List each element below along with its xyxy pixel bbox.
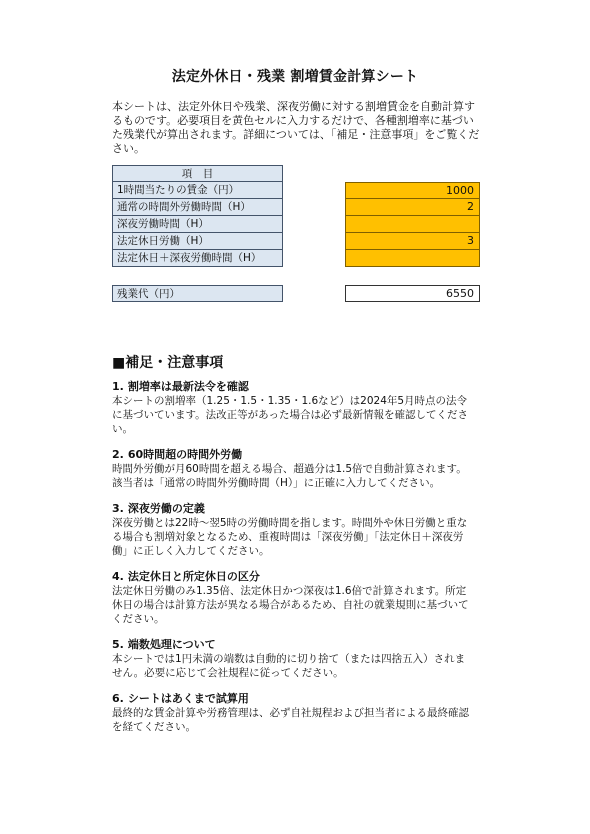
note-number: 2. (112, 448, 124, 461)
note-title-text: 深夜労働の定義 (127, 502, 205, 515)
note-body: 本シートの割増率（1.25・1.5・1.35・1.6など）は2024年5月時点の法令に基づいています。法改正等があった場合は必ず最新情報を確認してください。 (112, 395, 469, 435)
holiday-night-hours-input[interactable] (345, 250, 480, 267)
night-hours-input[interactable] (345, 216, 480, 233)
note-body: 法定休日労働のみ1.35倍、法定休日かつ深夜は1.6倍で計算されます。所定休日の場合は計算方法が異なる場合があるため、自社の就業規則に基づいてください。 (112, 585, 469, 625)
notes-heading: ■補足・注意事項 (112, 355, 224, 371)
table-header: 項 目 (112, 165, 283, 182)
page-title: 法定外休日・残業 割増賃金計算シート (171, 69, 419, 85)
intro-text: 本シートは、法定外休日や残業、深夜労働に対する割増賃金を自動計算するものです。必要項目を黄色セルに入力するだけで、各種割増率に基づいた残業代が算出されます。詳細については、「補足・注意事項」をご覧ください。 (112, 100, 480, 155)
label-hourly-wage: 1時間当たりの賃金（円） (112, 182, 283, 199)
note-title-text: 端数処理について (127, 638, 216, 651)
note-number: 4. (112, 570, 124, 583)
result-value: 6550 (345, 285, 480, 302)
note-title (112, 570, 472, 584)
note-item (112, 502, 472, 558)
input-label-column (112, 165, 283, 267)
holiday-hours-input[interactable]: 3 (345, 233, 480, 250)
label-overtime-hours: 通常の時間外労働時間（H） (112, 199, 283, 216)
note-item (112, 638, 472, 680)
note-number: 5. (112, 638, 124, 651)
hourly-wage-input[interactable]: 1000 (345, 182, 480, 199)
label-holiday-hours: 法定休日労働（H） (112, 233, 283, 250)
input-value-column (345, 182, 480, 267)
note-body: 時間外労働が月60時間を超える場合、超過分は1.5倍で自動計算されます。該当者は「通常の時間外労働時間（H）」に正確に入力してください。 (112, 463, 467, 489)
note-title-text: 法定休日と所定休日の区分 (127, 570, 260, 583)
result-value-column (345, 285, 480, 302)
note-title-text: 割増率は最新法令を確認 (127, 380, 249, 393)
note-body: 最終的な賃金計算や労務管理は、必ず自社規程および担当者による最終確認を経てください。 (112, 707, 469, 733)
notes-list (112, 380, 472, 746)
note-item (112, 448, 472, 490)
overtime-hours-input[interactable]: 2 (345, 199, 480, 216)
note-item (112, 380, 472, 436)
result-label-column (112, 285, 283, 302)
note-number: 3. (112, 502, 124, 515)
note-title-text: 60時間超の時間外労働 (127, 448, 243, 461)
note-item (112, 570, 472, 626)
note-title (112, 502, 472, 516)
note-number: 1. (112, 380, 124, 393)
note-title-text: シートはあくまで試算用 (127, 692, 249, 705)
result-label: 残業代（円） (112, 285, 283, 302)
note-title (112, 692, 472, 706)
note-title (112, 380, 472, 394)
note-item (112, 692, 472, 734)
label-night-hours: 深夜労働時間（H） (112, 216, 283, 233)
note-number: 6. (112, 692, 124, 705)
note-title (112, 638, 472, 652)
note-body: 深夜労働とは22時～翌5時の労働時間を指します。時間外や休日労働と重なる場合も割増対象となるため、重複時間は「深夜労働」「法定休日＋深夜労働」に正しく入力してください。 (112, 517, 468, 557)
note-body: 本シートでは1円未満の端数は自動的に切り捨て（または四捨五入）されません。必要に応じて会社規程に従ってください。 (112, 653, 466, 679)
label-holiday-night-hours: 法定休日＋深夜労働時間（H） (112, 250, 283, 267)
note-title (112, 448, 472, 462)
intro-paragraph (112, 100, 484, 156)
